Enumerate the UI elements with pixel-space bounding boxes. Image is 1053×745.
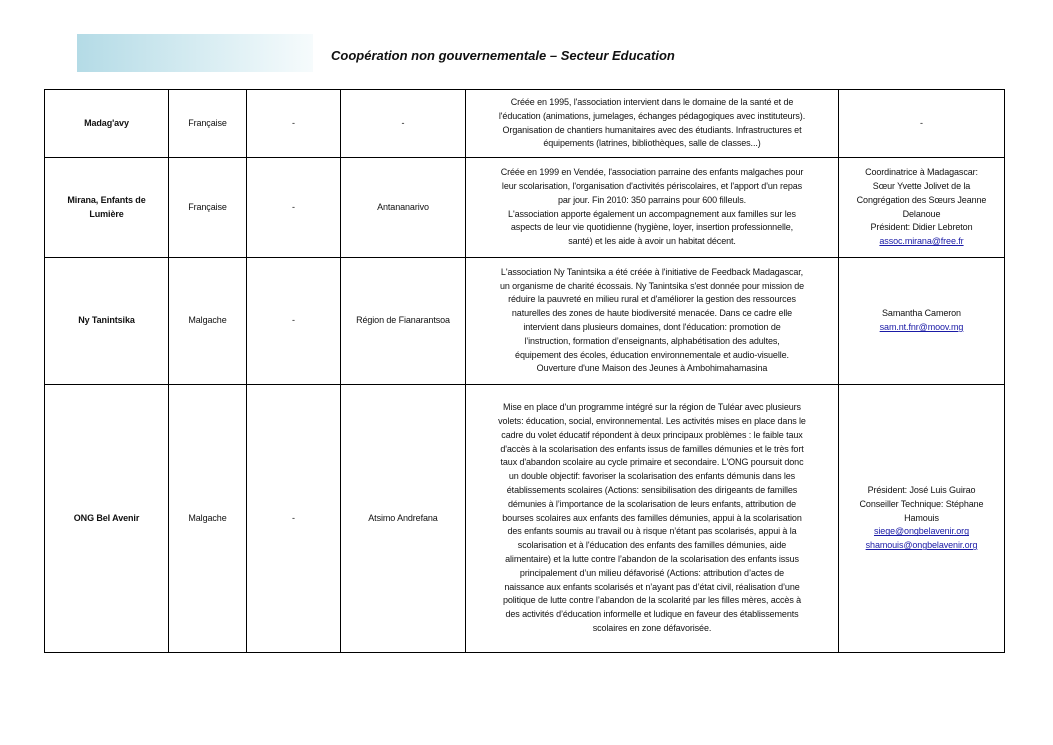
contact-line: Coordinatrice à Madagascar:	[865, 167, 978, 178]
description-cell	[466, 385, 839, 653]
header-banner	[77, 34, 313, 72]
description-line: équipements (latrines, bibliothèques, salle de classes...)	[543, 138, 761, 149]
contact-line: Conseiller Technique: Stéphane	[859, 498, 984, 509]
description-line: L'association apporte également un accompagnement aux familles sur les	[508, 208, 796, 219]
table-row	[45, 158, 1005, 258]
organizations-table	[44, 89, 1005, 653]
description-line: des enfants soumis au travail ou à risque n’étant pas scolarisés, appui à la	[507, 526, 797, 537]
org-name-cell	[45, 158, 169, 258]
description-line: Ouverture d'une Maison des Jeunes à Ambohimahamasina	[536, 363, 768, 374]
description-line: Créée en 1995, l'association intervient dans le domaine de la santé et de	[510, 96, 794, 107]
description-line: démunies à l’importance de la scolarisation de leurs enfants, attribution de	[507, 498, 797, 509]
col3-cell: -	[247, 258, 341, 385]
contact-line: Congrégation des Sœurs Jeanne	[856, 194, 987, 205]
org-name-line: Lumière	[89, 208, 124, 219]
email-link[interactable]: siege@ongbelavenir.org	[873, 526, 969, 537]
description-line: scolaires en zone défavorisée.	[592, 622, 712, 633]
contact-cell	[839, 385, 1005, 653]
description-line: leur scolarisation, l'organisation d'activités périscolaires, et l'apport d'un repas	[501, 180, 803, 191]
description-line: bourses scolaires aux enfants des familles démunies, appui à la scolarisation	[502, 512, 802, 523]
location-cell: Atsimo Andrefana	[341, 385, 466, 653]
org-name-line: Madag'avy	[84, 117, 129, 128]
description-cell	[466, 258, 839, 385]
email-link[interactable]: shamouis@ongbelavenir.org	[865, 540, 978, 551]
description-cell	[466, 90, 839, 158]
description-line: naturelles des zones de haute biodiversité menacée. Dans ce cadre elle	[511, 308, 793, 319]
description-line: un double objectif: favoriser la scolarisation des enfants démunis dans les	[508, 471, 796, 482]
org-name-line: Ny Tanintsika	[78, 315, 135, 326]
description-line: des activités d’éducation informelle et ludique en faveur des établissements	[505, 609, 799, 620]
description-line: établissements scolaires (Actions: sensibilisation des dirigeants de familles	[506, 485, 798, 495]
contact-cell	[839, 258, 1005, 385]
table-row	[45, 90, 1005, 158]
contact-line: Hamouis	[904, 512, 939, 523]
location-cell: Région de Fianarantsoa	[341, 258, 466, 385]
description-line: L'association Ny Tanintsika a été créée à l'initiative de Feedback Madagascar,	[500, 266, 804, 277]
org-name-line: ONG Bel Avenir	[73, 512, 140, 523]
description-line: Créée en 1999 en Vendée, l'association parraine des enfants malgaches pour	[500, 167, 804, 178]
contact-line: Samantha Cameron	[882, 308, 961, 319]
description-line: d'accès à la scolarisation des enfants issus de familles démunies et le très fort	[500, 443, 804, 454]
col3-cell: -	[247, 158, 341, 258]
origin-cell: Française	[169, 158, 247, 258]
description-line: santé) et les aide à avoir un habitat décent.	[568, 236, 736, 247]
description-line: un organisme de charité écossais. Ny Tanintsika s'est donnée pour mission de	[499, 280, 805, 291]
description-line: politique de lutte contre l’abandon de la scolarité par les filles mères, accès à	[502, 595, 802, 606]
description-line: cadre du volet éducatif répondent à deux principaux problèmes : le faible taux	[501, 429, 803, 440]
description-line: Organisation de chantiers humanitaires avec des étudiants. Infrastructures et	[502, 124, 802, 135]
page-title: Coopération non gouvernementale – Secteur Education	[331, 48, 675, 63]
origin-cell: Malgache	[169, 385, 247, 653]
description-line: aspects de leur vie quotidienne (hygiène, loyer, insertion professionnelle,	[510, 222, 794, 233]
description-line: taux d'abandon scolaire au cycle primaire et secondaire. L'ONG poursuit donc	[500, 457, 804, 468]
description-line: alimentaire) et la lutte contre l’abandon de la scolarisation des enfants issus	[505, 553, 799, 564]
location-cell: Antananarivo	[341, 158, 466, 258]
description-line: naissance aux enfants scolarisés et n’ayant pas d’état civil, réalisation d’une	[504, 581, 800, 592]
org-name-cell	[45, 385, 169, 653]
description-line: l'éducation (animations, jumelages, échanges pédagogiques avec instituteurs).	[498, 110, 806, 121]
description-cell	[466, 158, 839, 258]
contact-cell	[839, 158, 1005, 258]
contact-line: Delanoue	[902, 208, 941, 219]
description-line: scolarisation et à l'éducation des enfants des familles démunies, aide	[517, 540, 787, 551]
origin-cell: Française	[169, 90, 247, 158]
email-link[interactable]: assoc.mirana@free.fr	[879, 236, 964, 247]
contact-line: Sœur Yvette Jolivet de la	[872, 180, 971, 191]
org-name-cell	[45, 258, 169, 385]
table-row	[45, 385, 1005, 653]
table-row	[45, 258, 1005, 385]
description-line: par jour. Fin 2010: 350 parrains pour 600 filleuls.	[557, 194, 747, 205]
contact-cell	[839, 90, 1005, 158]
description-line: Mise en place d'un programme intégré sur la région de Tuléar avec plusieurs	[503, 402, 801, 413]
contact-line: Président: Didier Lebreton	[870, 222, 973, 233]
col3-cell: -	[247, 385, 341, 653]
description-line: l’instruction, formation d’enseignants, alphabétisation des adultes,	[524, 335, 780, 346]
origin-cell: Malgache	[169, 258, 247, 385]
col3-cell: -	[247, 90, 341, 158]
description-line: volets: éducation, social, environnemental. Les activités mises en place dans le	[498, 416, 806, 427]
org-name-line: Mirana, Enfants de	[67, 194, 146, 205]
description-line: réduire la pauvreté en milieu rural et d'améliorer la gestion des ressources	[508, 294, 796, 305]
description-line: principalement d’un milieu défavorisé (Actions: attribution d’actes de	[519, 567, 785, 578]
org-name-cell	[45, 90, 169, 158]
description-line: intervient dans plusieurs domaines, dont l'éducation: promotion de	[523, 322, 781, 332]
location-cell: -	[341, 90, 466, 158]
email-link[interactable]: sam.nt.fnr@moov.mg	[879, 322, 964, 332]
contact-line: Président: José Luis Guirao	[867, 485, 976, 495]
contact-line: -	[920, 117, 923, 128]
description-line: équipement des écoles, éducation environnementale et audio-visuelle.	[515, 349, 789, 360]
